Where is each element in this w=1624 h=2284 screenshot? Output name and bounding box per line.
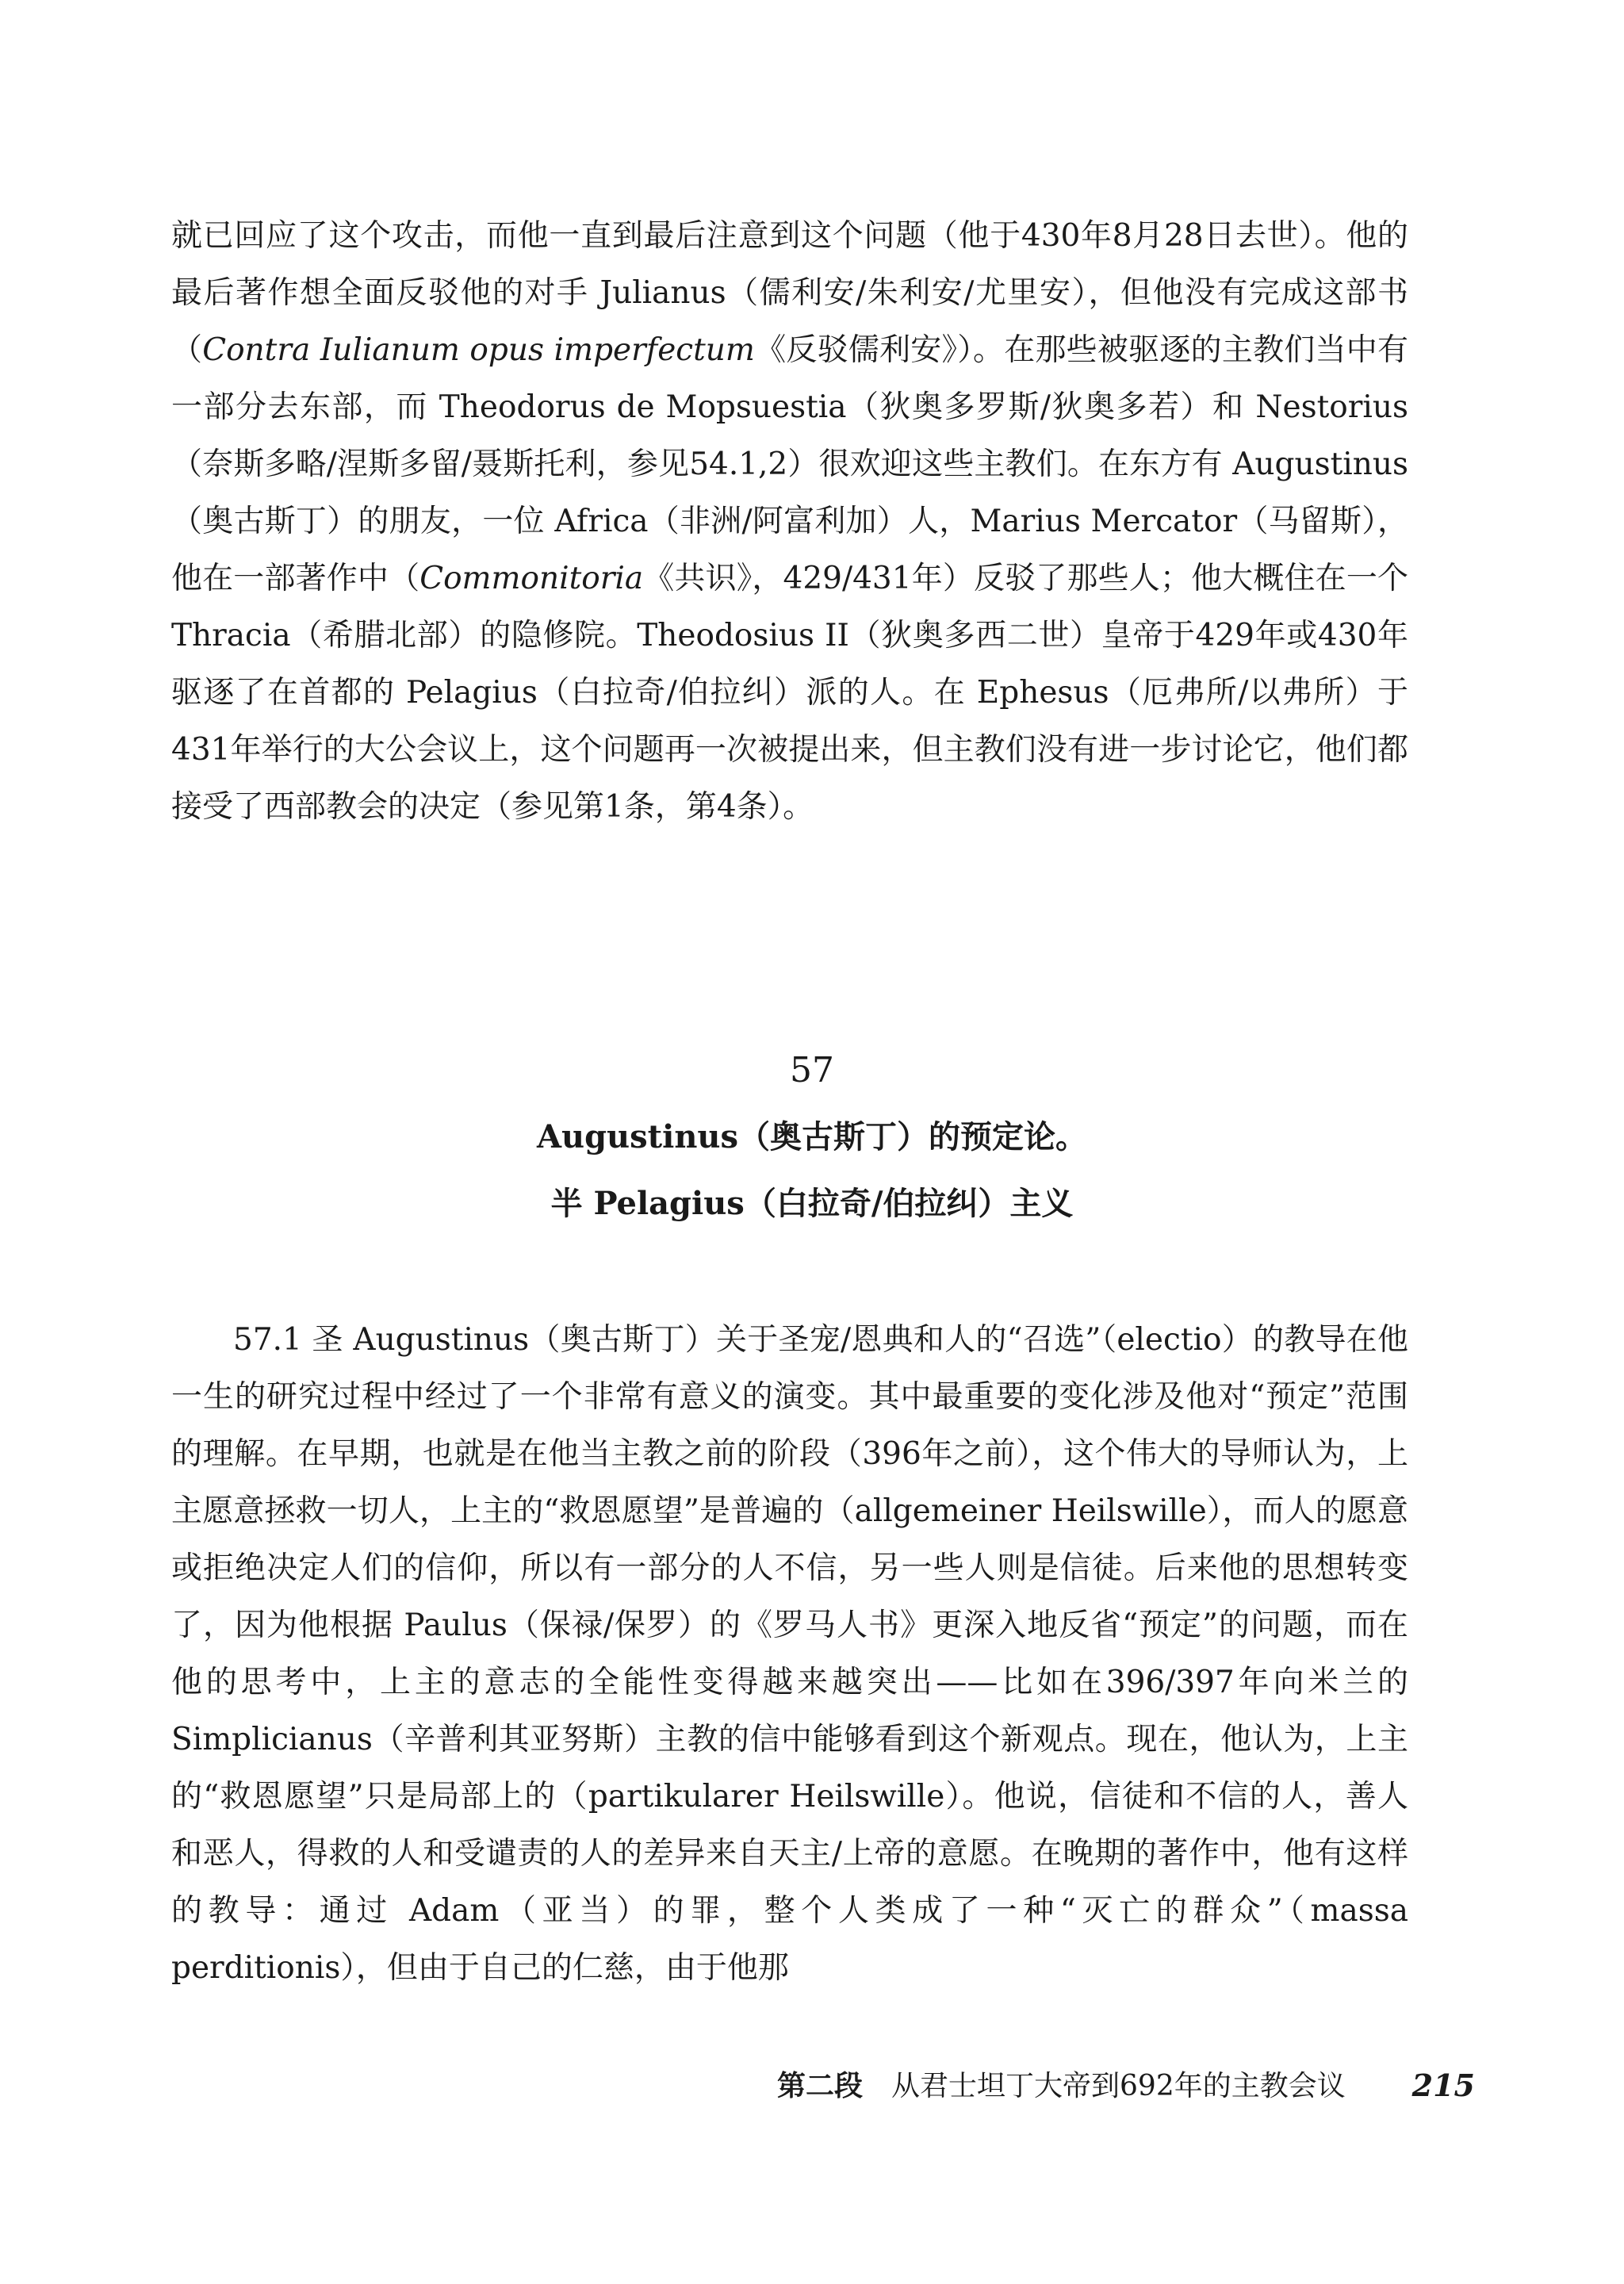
section-title-line-2: 半 Pelagius（白拉奇/伯拉纠）主义: [550, 1185, 1074, 1222]
paragraph-continuation: [171, 208, 1408, 836]
paragraph-57-1: 57.1 圣 Augustinus（奥古斯丁）关于圣宠/恩典和人的“召选”（electio）的教导在他一生的研究过程中经过了一个非常有意义的演变。其中最重要的变化涉及他对“预定”范围的理解。在早期，也就是在他当主教之前的阶段（396年之前），这个伟大的导师认为，上主愿意拯救一切人，上主的“救恩愿望”是普遍的（allgemeiner Heilswille），而人的愿意或拒绝决定人们的信仰，所以有一部分的人不信，另一些人则是信徒。后来他的思想转变了，因为他根据 Paulus（保禄/保罗）的《罗马人书》更深入地反省“预定”的问题，而在他的思考中，上主的意志的全能性变得越来越突出——比如在396/397年向米兰的 Simplicianus（辛普利其亚努斯）主教的信中能够看到这个新观点。现在，他认为，上主的“救恩愿望”只是局部上的（partikularer Heilswille）。他说，信徒和不信的人，善人和恶人，得救的人和受谴责的人的差异来自天主/上帝的意愿。在晚期的著作中，他有这样的教导：通过 Adam（亚当）的罪，整个人类成了一种“灭亡的群众”（massa perditionis），但由于自己的仁慈，由于他那: [171, 1322, 1408, 1986]
footer-part-title: 从君士坦丁大帝到692年的主教会议: [891, 2070, 1346, 2102]
page-number: 215: [1411, 2067, 1475, 2103]
body-text-top: [171, 208, 1408, 836]
footer-part-label: 第二段: [777, 2069, 864, 2102]
section-title-line-1: Augustinus（奥古斯丁）的预定论。: [536, 1118, 1088, 1155]
text-run: 《反驳儒利安》）。在那些被驱逐的主教们当中有一部分去东部，而 Theodorus de Mopsuestia（狄奥多罗斯/狄奥多若）和 Nestorius（奈斯多略/涅斯多留/聂斯托利，参见54.1,2）很欢迎这些主教们。在东方有 Augustinus（奥古斯丁）的朋友，一位 Africa（非洲/阿富利加）人，Marius Mercator（马留斯），他在一部著作中（: [171, 332, 1408, 596]
running-footer: [777, 2064, 1475, 2109]
book-title-italic: Contra Iulianum opus imperfectum: [202, 332, 755, 368]
section-number: 57: [790, 1050, 834, 1090]
book-title-italic: Commonitoria: [419, 561, 644, 596]
text-run: 就已回应了这个攻击，而他一直到最后注意到这个问题（他于430年8月28日去世）。他的最后著作想全面反驳他的对手 Julianus（儒利安/朱利安/尤里安），但他没有完成这部书（: [171, 218, 1408, 368]
text-run: 《共识》，429/431年）反驳了那些人；他大概住在一个 Thracia（希腊北部）的隐修院。Theodosius II（狄奥多西二世）皇帝于429年或430年驱逐了在首都的 Pelagius（白拉奇/伯拉纠）派的人。在 Ephesus（厄弗所/以弗所）于431年举行的大公会议上，这个问题再一次被提出来，但主教们没有进一步讨论它，他们都接受了西部教会的决定（参见第1条，第4条）。: [171, 561, 1408, 825]
body-text-section-57: [171, 1312, 1408, 1997]
